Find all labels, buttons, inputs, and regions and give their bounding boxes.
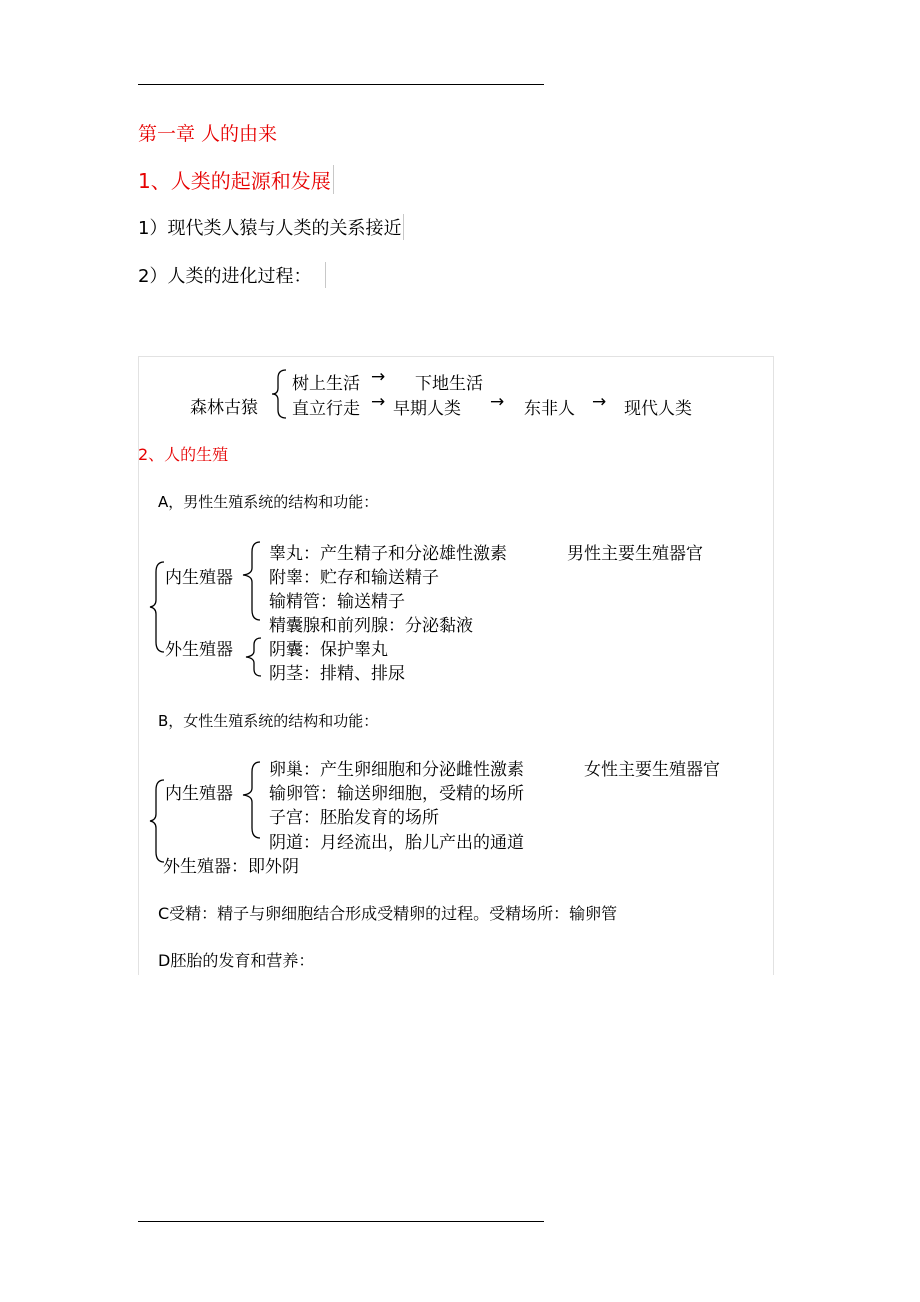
female-external-line: 外生殖器：即外阴 <box>163 857 299 877</box>
female-main-organ-note: 女性主要生殖器官 <box>584 760 720 780</box>
male-external-item: 阴茎：排精、排尿 <box>269 664 405 684</box>
arrow-icon: → <box>490 392 505 412</box>
male-internal-item: 精囊腺和前列腺：分泌黏液 <box>269 616 473 636</box>
male-internal-brace <box>240 540 262 622</box>
section2-title: 2、人的生殖 <box>138 445 229 464</box>
female-heading: B，女性生殖系统的结构和功能： <box>158 712 379 730</box>
evolution-root: 森林古猿 <box>190 398 258 418</box>
section1-point2: 2）人类的进化过程： <box>138 262 326 288</box>
arrow-icon: → <box>592 392 607 412</box>
male-heading: A，男性生殖系统的结构和功能： <box>158 493 379 511</box>
male-outer-brace <box>148 560 166 654</box>
male-internal-label: 内生殖器 <box>165 568 233 588</box>
evolution-stage-2: 早期人类 <box>393 399 461 419</box>
section1-point1: 1）现代类人猿与人类的关系接近 <box>138 214 404 240</box>
arrow-icon: → <box>371 392 386 412</box>
evolution-brace <box>270 368 290 420</box>
male-external-label: 外生殖器 <box>165 640 233 660</box>
female-internal-item: 输卵管：输送卵细胞，受精的场所 <box>269 784 524 804</box>
female-internal-item: 子宫：胚胎发育的场所 <box>269 808 439 828</box>
evolution-stage-1: 直立行走 <box>292 399 360 419</box>
embryo-line: D胚胎的发育和营养： <box>158 951 315 970</box>
evolution-top-to: 下地生活 <box>415 374 483 394</box>
evolution-stage-4: 现代人类 <box>624 399 692 419</box>
male-main-organ-note: 男性主要生殖器官 <box>567 544 703 564</box>
footer-rule <box>138 1221 544 1222</box>
header-rule <box>138 84 544 85</box>
section1-title: 1、人类的起源和发展 <box>138 165 334 194</box>
male-external-item: 阴囊：保护睾丸 <box>269 640 388 660</box>
female-internal-item: 卵巢：产生卵细胞和分泌雌性激素 <box>269 760 524 780</box>
male-internal-item: 睾丸：产生精子和分泌雄性激素 <box>269 544 507 564</box>
content-box <box>138 356 774 975</box>
male-external-brace <box>243 636 263 678</box>
female-internal-item: 阴道：月经流出，胎儿产出的通道 <box>269 833 524 853</box>
arrow-icon: → <box>371 367 386 387</box>
female-internal-label: 内生殖器 <box>165 784 233 804</box>
male-internal-item: 附睾：贮存和输送精子 <box>269 568 439 588</box>
fertilization-line: C受精：精子与卵细胞结合形成受精卵的过程。受精场所：输卵管 <box>158 904 618 923</box>
male-internal-item: 输精管：输送精子 <box>269 592 405 612</box>
evolution-stage-3: 东非人 <box>524 399 575 419</box>
evolution-top-from: 树上生活 <box>292 374 360 394</box>
female-internal-brace <box>240 760 262 840</box>
chapter-title: 第一章 人的由来 <box>138 123 278 145</box>
